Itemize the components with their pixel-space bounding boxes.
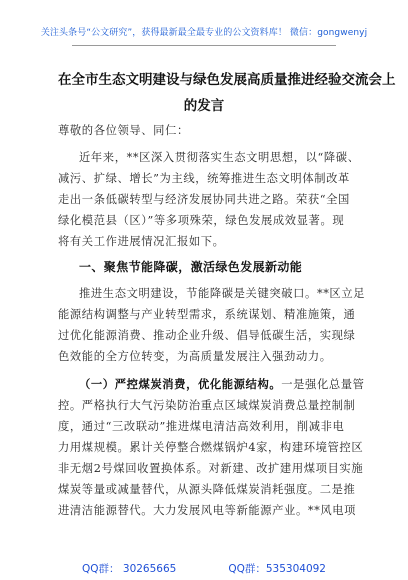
header-banner: 关注头条号“公文研究”，获得最新最全最专业的公文资料库！ 微信：gongwenyj xyxy=(40,28,368,38)
intro-line: 近年来，**区深入贯彻落实生态文明思想，以“降碳、 xyxy=(79,151,360,164)
subsection-heading: （一）严控煤炭消费，优化能源结构。 xyxy=(79,377,282,391)
subsection-line: 控。严格执行大气污染防治重点区域煤炭消费总量控制制 xyxy=(58,399,356,412)
subsection-line: 力用煤规模。累计关停整合燃煤锅炉4家，构建环境管控区 xyxy=(58,441,364,454)
subsection-line: 非无烟2号煤回收置换体系。对新建、改扩建用煤项目实施 xyxy=(58,462,364,475)
footer-contacts xyxy=(0,561,408,576)
section-line: 能源结构调整与产业转型需求，系统谋划、精准施策，通 xyxy=(58,308,356,321)
header-divider xyxy=(72,45,336,46)
subsection-line: 进清洁能源替代。大力发展风电等新能源产业。**风电项 xyxy=(58,504,357,517)
intro-line: 将有关工作进展情况汇报如下。 xyxy=(58,235,225,248)
document-title-line-1: 在全市生态文明建设与绿色发展高质量推进经验交流会上 xyxy=(58,72,396,88)
intro-line: 走出一条低碳转型与经济发展协同共进之路。荣获“全国 xyxy=(58,193,350,206)
section-line: 推进生态文明建设，节能降碳是关键突破口。**区立足 xyxy=(79,287,366,300)
section-line: 色效能的全方位转变，为高质量发展注入强劲动力。 xyxy=(58,350,332,363)
subsection-line: 度，通过“三改联动”推进煤电清洁高效利用，削减非电 xyxy=(58,420,345,433)
footer-qq-group-1: QQ群： 30265665 xyxy=(82,563,177,575)
footer-qq-group-2: QQ群：535304092 xyxy=(228,563,326,575)
subsection-line xyxy=(79,376,365,392)
subsection-first-rest: 一是强化总量管 xyxy=(281,378,365,391)
intro-line: 绿化模范县（区）”等多项殊荣，绿色发展成效显著。现 xyxy=(58,214,345,227)
section-line: 过优化能源消费、推动企业升级、倡导低碳生活，实现绿 xyxy=(58,329,356,342)
intro-line: 减污、扩绿、增长”为主线，统筹推进生态文明体制改革 xyxy=(58,172,350,185)
section-heading: 一、聚焦节能降碳，激活绿色发展新动能 xyxy=(79,260,303,274)
subsection-line: 煤炭等量或减量替代，从源头降低煤炭消耗强度。二是推 xyxy=(58,483,356,496)
salutation: 尊敬的各位领导、同仁： xyxy=(58,124,189,137)
document-title-line-2: 的发言 xyxy=(183,98,225,114)
